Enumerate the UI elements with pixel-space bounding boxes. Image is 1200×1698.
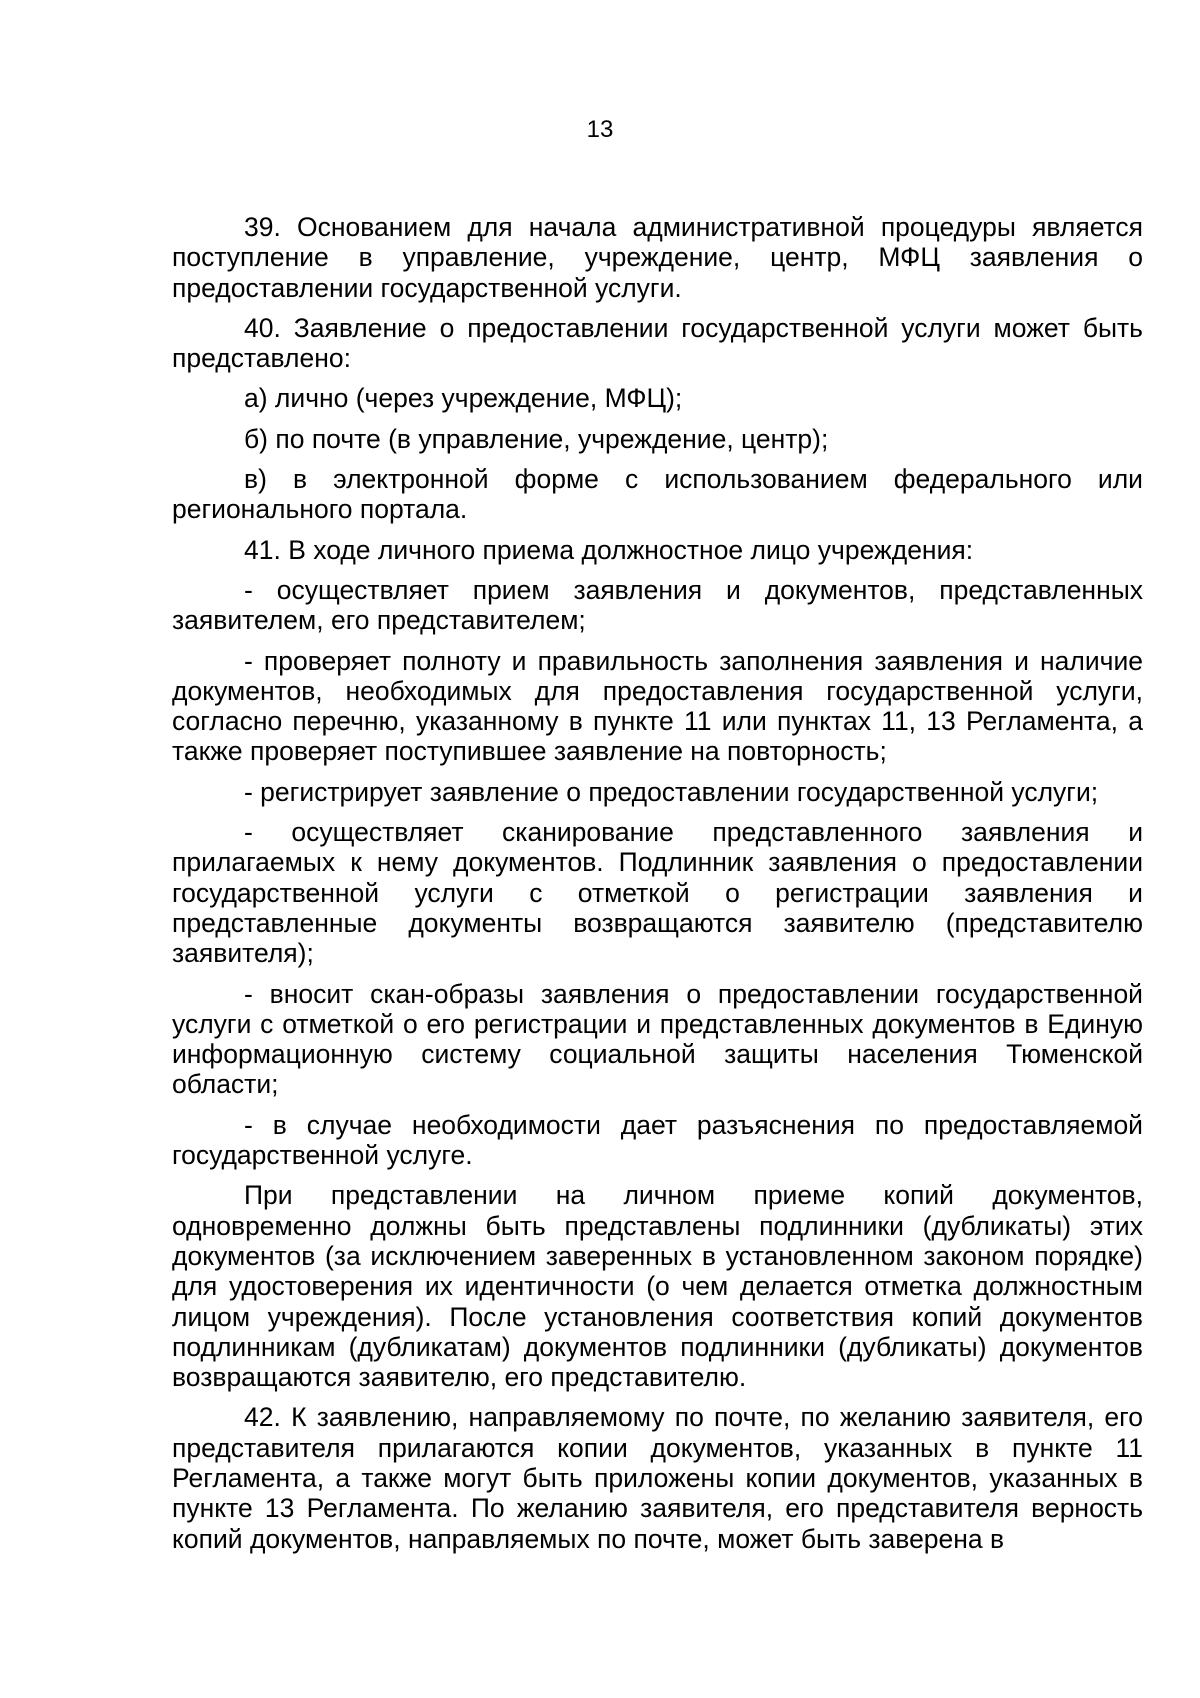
- list-item-dash-3: - регистрирует заявление о предоставлении государственной услуги;: [244, 776, 1099, 807]
- list-item-a: а) лично (через учреждение, МФЦ);: [244, 383, 683, 414]
- list-item-dash-4: - осуществляет сканирование представленного заявления и прилагаемых к нему документов. Подлинник заявления о предоставлении государственной услуги с отметкой о регистрации заявления и представленные документы возвращаются заявителю (представителю заявителя);: [172, 817, 1143, 969]
- list-item-dash-2: - проверяет полноту и правильность заполнения заявления и наличие документов, необходимых для предоставления государственной услуги, согласно перечню, указанному в пункте 11 или пунктах 11, 13 Регламента, а также проверяет поступившее заявление на повторность;: [172, 645, 1143, 767]
- list-item-dash-6: - в случае необходимости дает разъяснения по предоставляемой государственной услуге.: [172, 1109, 1143, 1171]
- paragraph-39: 39. Основанием для начала административной процедуры является поступление в управление, учреждение, центр, МФЦ заявления о предоставлении государственной услуги.: [172, 212, 1143, 303]
- paragraph-copies: При представлении на личном приеме копий документов, одновременно должны быть представлены подлинники (дубликаты) этих документов (за исключением заверенных в установленном законом порядке) для удостоверения их идентичности (о чем делается отметка должностным лицом учреждения). После установления соответствия копий документов подлинникам (дубликатам) документов подлинники (дубликаты) документов возвращаются заявителю, его представителю.: [172, 1180, 1143, 1393]
- paragraph-42: 42. К заявлению, направляемому по почте, по желанию заявителя, его представителя прилагаются копии документов, указанных в пункте 11 Регламента, а также могут быть приложены копии документов, указанных в пункте 13 Регламента. По желанию заявителя, его представителя верность копий документов, направляемых по почте, может быть заверена в: [172, 1402, 1143, 1554]
- paragraph-40: 40. Заявление о предоставлении государственной услуги может быть представлено:: [172, 312, 1143, 374]
- document-body: [172, 212, 1143, 1564]
- list-item-dash-5: - вносит скан-образы заявления о предоставлении государственной услуги с отметкой о его регистрации и представленных документов в Единую информационную систему социальной защиты населения Тюменской области;: [172, 978, 1143, 1100]
- list-item-v: в) в электронной форме с использованием федерального или регионального портала.: [172, 464, 1143, 525]
- list-item-b: б) по почте (в управление, учреждение, центр);: [244, 423, 829, 454]
- page-number: 13: [586, 116, 614, 143]
- list-item-dash-1: - осуществляет прием заявления и документов, представленных заявителем, его представителем;: [172, 574, 1143, 636]
- paragraph-41: 41. В ходе личного приема должностное лицо учреждения:: [244, 534, 974, 565]
